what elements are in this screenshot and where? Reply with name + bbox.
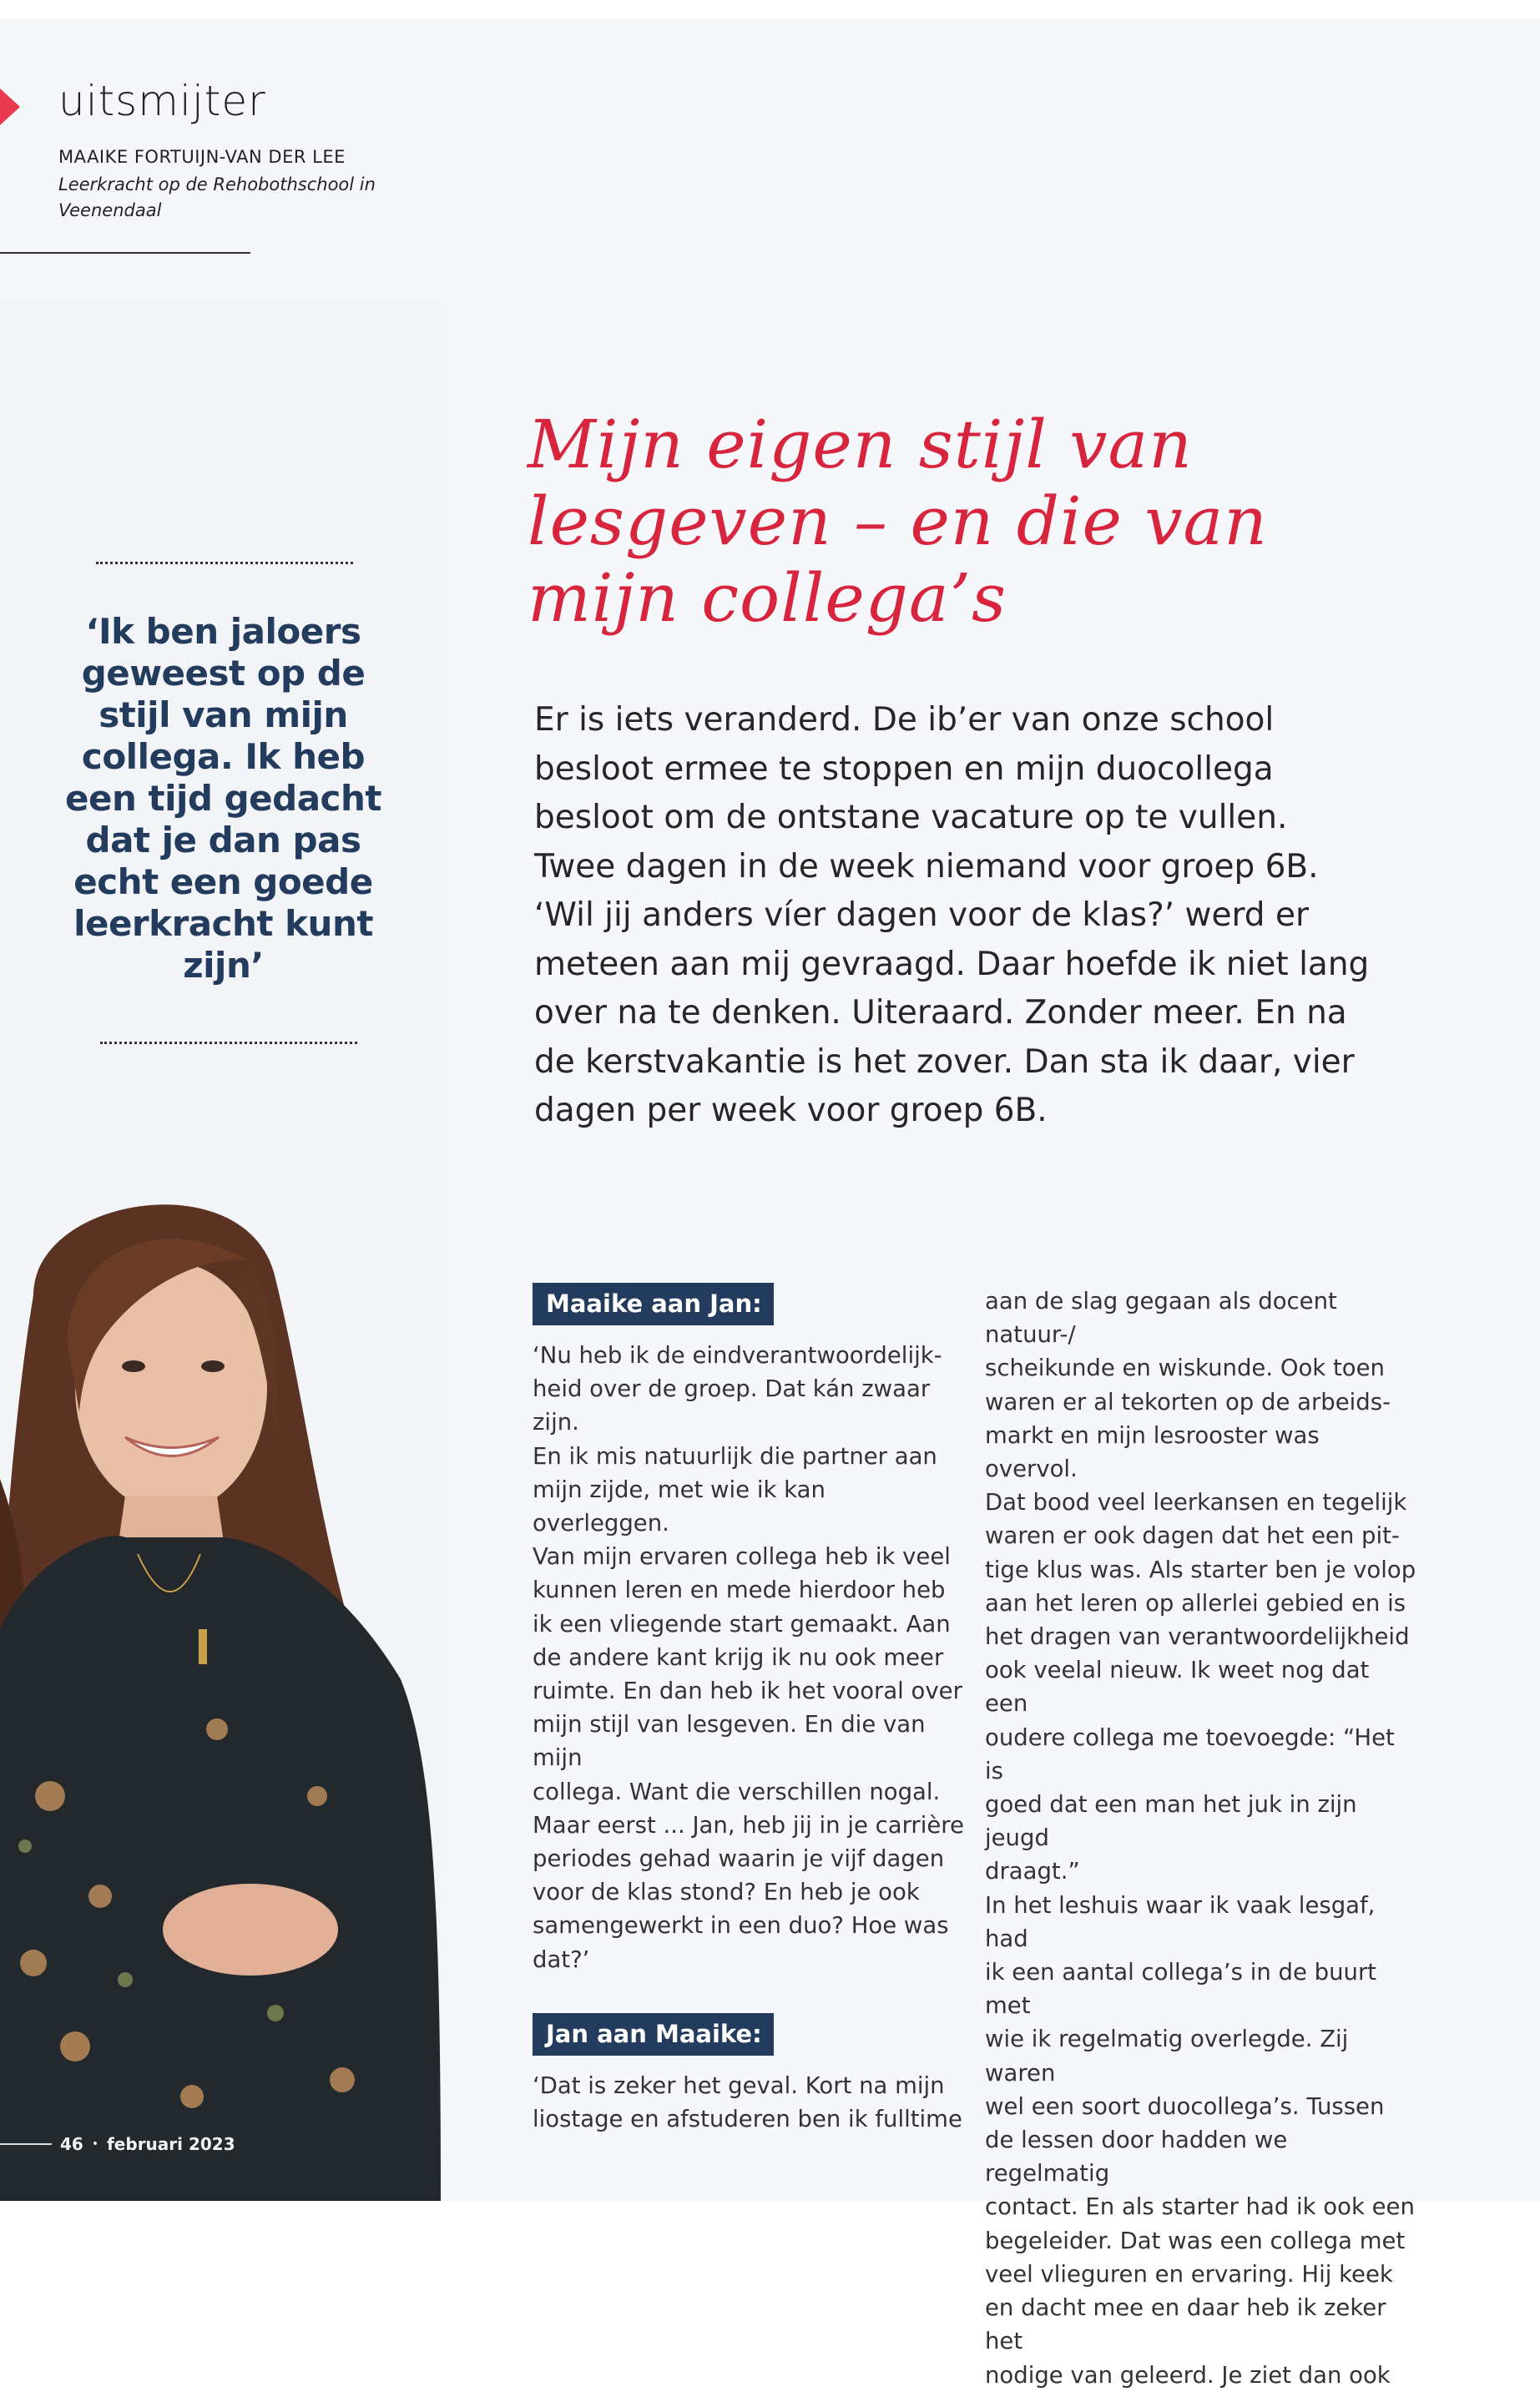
header-divider	[0, 252, 250, 254]
magazine-page	[0, 18, 1540, 2389]
intro-line: over na te denken. Uiteraard. Zonder meer. En na	[534, 994, 1347, 1032]
headline-line-2: lesgeven – en die van	[528, 482, 1268, 560]
column-header	[0, 18, 441, 298]
footer-divider	[0, 2143, 52, 2145]
author-name: MAAIKE FORTUIJN-VAN DER LEE	[58, 147, 346, 167]
page-number: 46	[60, 2134, 83, 2154]
maaike-letter: ‘Nu heb ik de eindverantwoordelijk- heid over de groep. Dat kán zwaar zijn. En ik mis natuurlijk die partner aan mijn zijde, met wie ik kan overleggen. Van mijn ervaren collega heb ik veel kunnen leren en mede hierdoor heb ik een vliegende start gemaakt. Aan de andere kant krijg ik nu ook meer ruimte. En dan heb ik het vooral over mijn stijl van lesgeven. En die van mijn collega. Want die verschillen nogal. Maar eerst ... Jan, heb jij in je carrière periodes gehad waarin je vijf dagen voor de klas stond? En heb je ook samengewerkt in een duo? Hoe was dat?’	[533, 1342, 964, 1973]
issue-date: februari 2023	[107, 2134, 235, 2154]
intro-line: Er is iets veranderd. De ib’er van onze school	[534, 701, 1275, 739]
footer-separator: •	[91, 2137, 99, 2151]
spacer	[533, 1976, 967, 2013]
intro-line: de kerstvakantie is het zover. Dan sta ik daar, vier	[534, 1042, 1355, 1081]
pull-quote-divider-top	[96, 562, 353, 564]
body-column-left	[533, 1283, 967, 2136]
section-label: uitsmijter	[58, 77, 266, 125]
intro-line: Twee dagen in de week niemand voor groep 6B.	[534, 847, 1319, 886]
intro-line: besloot om de ontstane vacature op te vullen.	[534, 799, 1288, 836]
author-role: Leerkracht op de Rehobothschool in Veenendaal	[58, 174, 376, 220]
pull-quote: ‘Ik ben jaloers geweest op de stijl van mijn collega. Ik heb een tijd gedacht dat je dan pas echt een goede leerkracht kunt zijn’	[65, 611, 381, 986]
intro-line: meteen aan mij gevraagd. Daar hoefde ik niet lang	[534, 945, 1370, 983]
page-footer	[0, 2127, 235, 2161]
pull-quote-divider-bottom	[100, 1042, 357, 1044]
portrait-photo	[0, 1162, 441, 2201]
jan-letter-start: ‘Dat is zeker het geval. Kort na mijn liostage en afstuderen ben ik fulltime	[533, 2072, 962, 2133]
headline-line-3: mijn collega’s	[528, 559, 1007, 637]
speaker-label-jan: Jan aan Maaike:	[533, 2013, 774, 2056]
intro-line: besloot ermee te stoppen en mijn duocollega	[534, 749, 1274, 788]
intro-paragraph	[534, 696, 1386, 1136]
body-column-right	[985, 1284, 1419, 2392]
speaker-label-maaike: Maaike aan Jan:	[533, 1283, 774, 1325]
headline	[528, 406, 1446, 637]
headline-line-1: Mijn eigen stijl van	[528, 406, 1193, 483]
intro-line: ‘Wil jij anders víer dagen voor de klas?’ werd er	[534, 896, 1309, 934]
intro-line: dagen per week voor groep 6B.	[534, 1092, 1048, 1129]
jan-letter-continued: aan de slag gegaan als docent natuur-/ scheikunde en wiskunde. Ook toen waren er al tekorten op de arbeids- markt en mijn lesrooster was overvol. Dat bood veel leerkansen en tegelijk waren er ook dagen dat het een pit- tige klus was. Als starter ben je volop aan het leren op allerlei gebied en is het dragen van verantwoordelijkheid ook veelal nieuw. Ik weet nog dat een oudere collega me toevoegde: “Het is goed dat een man het juk in zijn jeugd draagt.” In het leshuis waar ik vaak lesgaf, had ik een aantal collega’s in de buurt met wie ik regelmatig overlegde. Zij waren wel een soort duocollega’s. Tussen de lessen door hadden we regelmatig contact. En als starter had ik ook een begeleider. Dat was een collega met veel vlieguren en ervaring. Hij keek en dacht mee en daar heb ik zeker het nodige van geleerd. Je ziet dan ook	[985, 1288, 1416, 2389]
section-marker-triangle-icon	[0, 88, 20, 125]
